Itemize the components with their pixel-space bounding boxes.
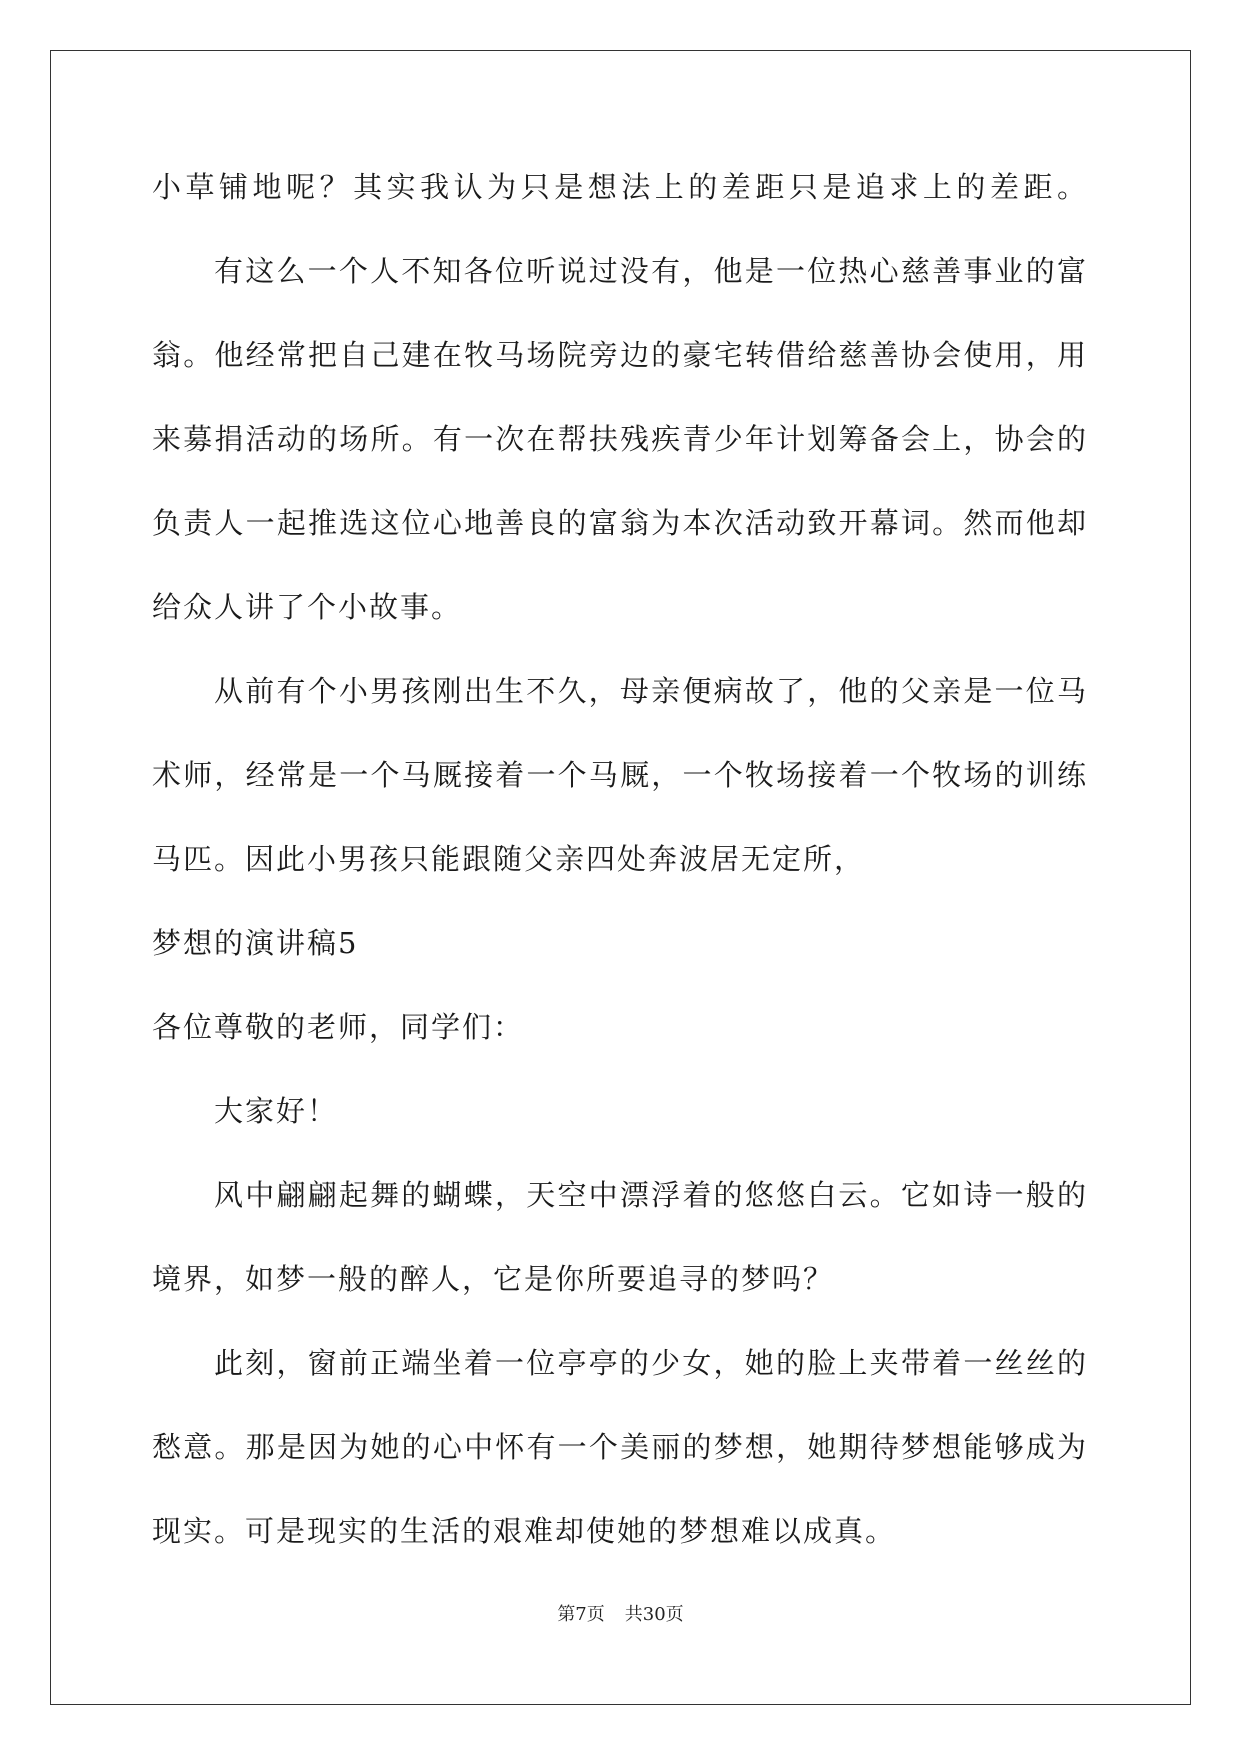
paragraph-line: 现实。可是现实的生活的艰难却使她的梦想难以成真。	[152, 1514, 897, 1548]
paragraph-line: 风中翩翩起舞的蝴蝶，天空中漂浮着的悠悠白云。它如诗一般的	[214, 1178, 1088, 1212]
paragraph-line: 术师，经常是一个马厩接着一个马厩，一个牧场接着一个牧场的训练	[152, 758, 1088, 792]
paragraph-line: 有这么一个人不知各位听说过没有，他是一位热心慈善事业的富	[214, 254, 1088, 288]
page-number: 第7页	[557, 1604, 605, 1625]
page-footer	[0, 1600, 1241, 1626]
greeting: 大家好！	[214, 1094, 339, 1128]
paragraph-line: 境界，如梦一般的醉人，它是你所要追寻的梦吗？	[152, 1262, 835, 1296]
section-heading: 梦想的演讲稿5	[152, 926, 359, 960]
paragraph-line: 负责人一起推选这位心地善良的富翁为本次活动致开幕词。然而他却	[152, 506, 1088, 540]
salutation: 各位尊敬的老师，同学们：	[152, 1010, 525, 1044]
paragraph-line: 从前有个小男孩刚出生不久，母亲便病故了，他的父亲是一位马	[214, 674, 1088, 708]
paragraph-line: 马匹。因此小男孩只能跟随父亲四处奔波居无定所，	[152, 842, 866, 876]
paragraph-line: 小草铺地呢？其实我认为只是想法上的差距只是追求上的差距。	[152, 170, 1088, 204]
paragraph-line: 来募捐活动的场所。有一次在帮扶残疾青少年计划筹备会上，协会的	[152, 422, 1088, 456]
paragraph-line: 翁。他经常把自己建在牧马场院旁边的豪宅转借给慈善协会使用，用	[152, 338, 1088, 372]
page-total: 共30页	[624, 1604, 684, 1625]
paragraph-line: 此刻，窗前正端坐着一位亭亭的少女，她的脸上夹带着一丝丝的	[214, 1346, 1088, 1380]
document-body	[152, 145, 1088, 1573]
paragraph-line: 给众人讲了个小故事。	[152, 590, 463, 624]
paragraph-line: 愁意。那是因为她的心中怀有一个美丽的梦想，她期待梦想能够成为	[152, 1430, 1088, 1464]
